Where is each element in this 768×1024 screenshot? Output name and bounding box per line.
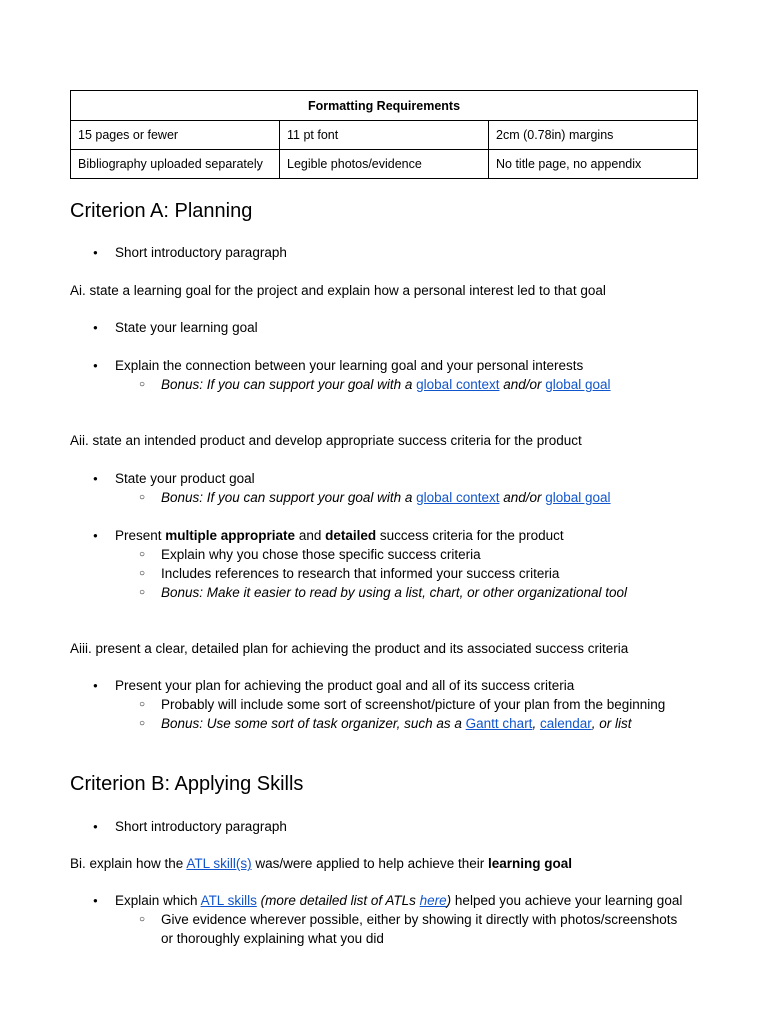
bullet-text: Explain the connection between your learning goal and your personal interests <box>115 358 584 373</box>
intro-bullet-text: Short introductory paragraph <box>115 245 287 260</box>
bi-prompt: Bi. explain how the ATL skill(s) was/were applied to help achieve their learning goal <box>70 856 572 871</box>
bullet-text: Present multiple appropriate and detailed success criteria for the product <box>115 528 564 543</box>
bonus-text <box>161 490 611 505</box>
table-cell: 2cm (0.78in) margins <box>489 121 698 150</box>
bonus-prefix: Bonus: If you can support your goal with a <box>161 490 417 505</box>
aiii-prompt: Aiii. present a clear, detailed plan for achieving the product and its associated success criteria <box>70 641 629 656</box>
bullet-text: State your learning goal <box>115 320 258 335</box>
global-context-link[interactable]: global context <box>416 490 500 505</box>
table-cell: Bibliography uploaded separately <box>71 150 280 179</box>
sub-bullet-text: Includes references to research that informed your success criteria <box>161 566 560 581</box>
bullet-text: Explain which ATL skills (more detailed list of ATLs here) helped you achieve your learning goal <box>115 893 683 908</box>
bonus-prefix: Bonus: If you can support your goal with a <box>161 377 417 392</box>
criterion-b-heading: Criterion B: Applying Skills <box>70 773 304 795</box>
bonus-text: Bonus: Use some sort of task organizer, such as a Gantt chart, calendar, or list <box>161 716 632 731</box>
ai-prompt: Ai. state a learning goal for the project and explain how a personal interest led to that goal <box>70 283 606 298</box>
bonus-text <box>161 377 611 392</box>
gantt-chart-link[interactable]: Gantt chart <box>465 716 533 731</box>
intro-bullet-text: Short introductory paragraph <box>115 819 287 834</box>
table-cell: 15 pages or fewer <box>71 121 280 150</box>
and-or-text: and/or <box>499 377 546 392</box>
table-row <box>71 121 698 150</box>
global-context-link[interactable]: global context <box>416 377 500 392</box>
table-cell: 11 pt font <box>280 121 489 150</box>
here-link[interactable]: here <box>419 893 447 908</box>
and-or-text: and/or <box>499 490 546 505</box>
aii-prompt: Aii. state an intended product and develop appropriate success criteria for the product <box>70 433 582 448</box>
sub-bullet-text: Explain why you chose those specific success criteria <box>161 547 481 562</box>
table-cell: No title page, no appendix <box>489 150 698 179</box>
formatting-requirements-table <box>70 90 698 179</box>
table-header: Formatting Requirements <box>71 91 698 121</box>
atl-skills-link[interactable]: ATL skill(s) <box>186 856 252 871</box>
sub-bullet-text: Probably will include some sort of screenshot/picture of your plan from the beginning <box>161 697 666 712</box>
global-goal-link[interactable]: global goal <box>545 490 611 505</box>
global-goal-link[interactable]: global goal <box>545 377 611 392</box>
atl-skills-link[interactable]: ATL skills <box>200 893 257 908</box>
bonus-text: Bonus: Make it easier to read by using a list, chart, or other organizational tool <box>161 585 628 600</box>
bullet-text: State your product goal <box>115 471 255 486</box>
table-cell: Legible photos/evidence <box>280 150 489 179</box>
sub-bullet-text: Give evidence wherever possible, either by showing it directly with photos/screenshots <box>161 912 678 927</box>
table-row <box>71 150 698 179</box>
table-header-row <box>71 91 698 121</box>
calendar-link[interactable]: calendar <box>539 716 592 731</box>
sub-bullet-text-continued: or thoroughly explaining what you did <box>161 931 384 946</box>
criterion-a-heading: Criterion A: Planning <box>70 200 253 222</box>
bullet-text: Present your plan for achieving the product goal and all of its success criteria <box>115 678 575 693</box>
